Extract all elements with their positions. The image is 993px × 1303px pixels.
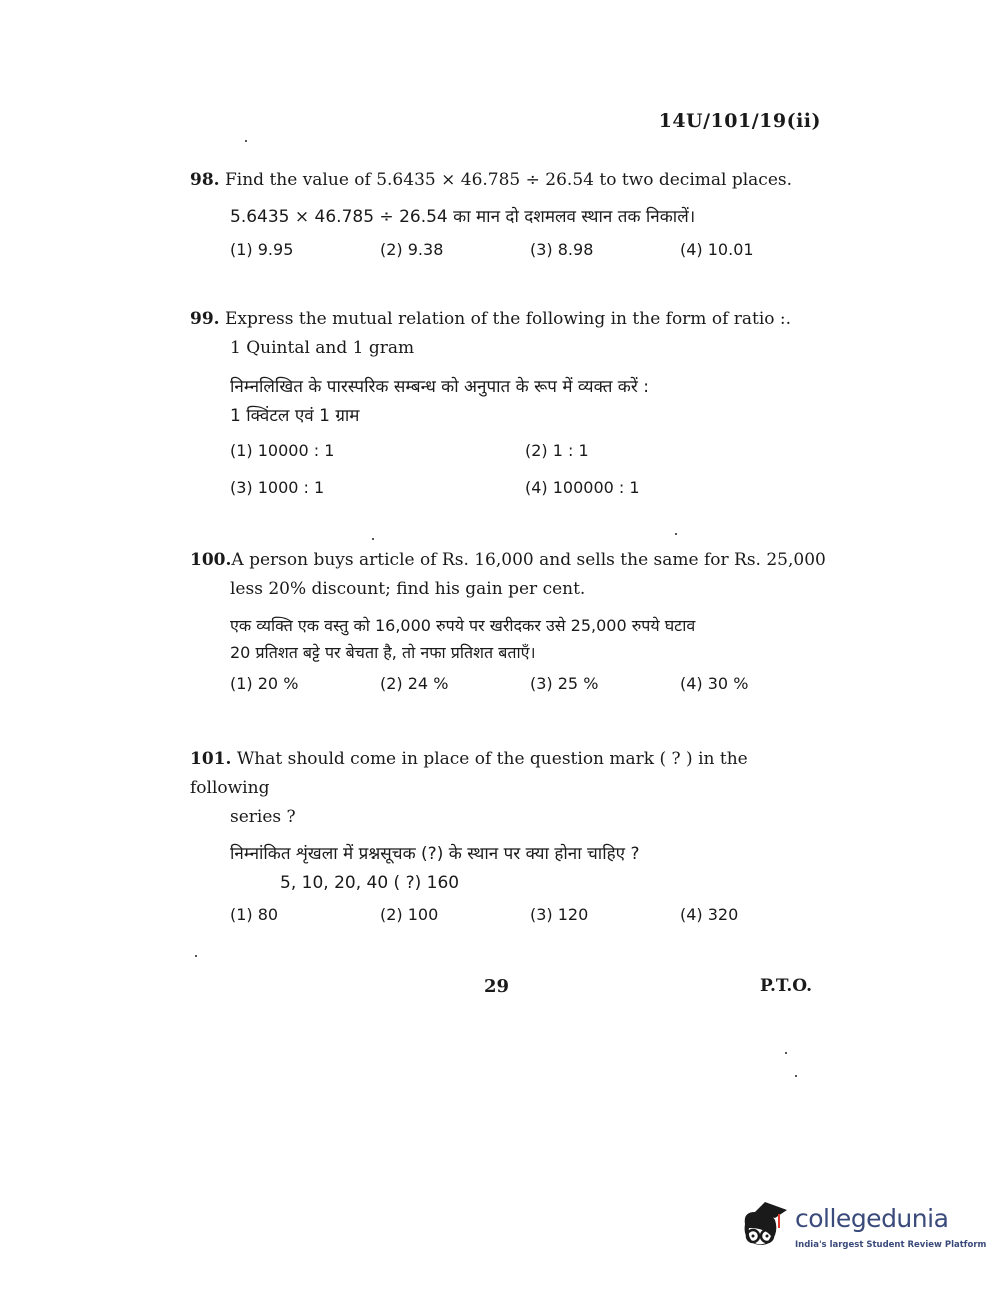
scan-speck: [785, 1052, 787, 1054]
option-3: (3) 1000 : 1: [230, 477, 325, 497]
question-101: [190, 745, 830, 929]
option-1: (1) 80: [230, 905, 279, 925]
scan-speck: [675, 533, 677, 535]
scan-speck: [795, 1075, 797, 1077]
scan-speck: [195, 955, 197, 957]
paper-code: 14U/101/19(ii): [658, 110, 821, 132]
student-mascot-icon: [735, 1198, 793, 1256]
question-100: [190, 546, 830, 697]
number-series: 5, 10, 20, 40 ( ?) 160: [280, 872, 460, 893]
brand-name: collegedunia: [795, 1204, 949, 1233]
scan-speck: [372, 538, 374, 540]
page-number: 29: [484, 976, 510, 997]
options: [190, 670, 830, 697]
question-text-en: A person buys article of Rs. 16,000 and sells the same for Rs. 25,000: [231, 550, 826, 570]
brand-tagline: India's largest Student Review Platform: [795, 1240, 987, 1250]
question-text-hi: 5.6435 × 46.785 ÷ 26.54 का मान दो दशमलव स्थान तक निकालें।: [230, 206, 696, 227]
scan-speck: [245, 140, 247, 142]
question-number: 99.: [190, 309, 220, 329]
option-4: (4) 30 %: [680, 674, 749, 694]
question-text-hi-2: 20 प्रतिशत बट्टे पर बेचता है, तो नफा प्रतिशत बताएँ।: [230, 642, 536, 662]
question-text-hi: एक व्यक्ति एक वस्तु को 16,000 रुपये पर खरीदकर उसे 25,000 रुपये घटाव: [230, 615, 696, 635]
question-text-en-2: 1 Quintal and 1 gram: [230, 337, 415, 358]
question-text-en: Express the mutual relation of the following in the form of ratio :.: [224, 309, 792, 329]
option-1: (1) 20 %: [230, 674, 299, 694]
option-2: (2) 100: [380, 905, 439, 925]
question-number: 101.: [190, 749, 232, 769]
option-1: (1) 9.95: [230, 239, 294, 259]
options: [190, 437, 830, 501]
question-text-en-2: series ?: [230, 806, 296, 827]
question-text-en: Find the value of 5.6435 × 46.785 ÷ 26.54 to two decimal places.: [224, 170, 793, 190]
pto-label: P.T.O.: [760, 976, 812, 996]
option-2: (2) 9.38: [380, 239, 444, 259]
question-99: [190, 305, 830, 501]
question-number: 100.: [190, 550, 232, 570]
option-2: (2) 1 : 1: [525, 440, 589, 460]
question-number: 98.: [190, 170, 220, 190]
option-1: (1) 10000 : 1: [230, 440, 335, 460]
question-text-hi: निम्नलिखित के पारस्परिक सम्बन्ध को अनुपात के रूप में व्यक्त करें :: [230, 376, 649, 397]
option-4: (4) 320: [680, 905, 739, 925]
options: [190, 236, 830, 263]
options: [190, 901, 830, 928]
collegedunia-watermark: [735, 1198, 987, 1260]
question-text-en-2: less 20% discount; find his gain per cent.: [230, 578, 586, 599]
option-4: (4) 10.01: [680, 239, 754, 259]
question-text-en: What should come in place of the question mark ( ? ) in the following: [190, 749, 748, 798]
option-3: (3) 120: [530, 905, 589, 925]
option-3: (3) 8.98: [530, 239, 594, 259]
question-text-hi-2: 1 क्विंटल एवं 1 ग्राम: [230, 405, 360, 426]
option-4: (4) 100000 : 1: [525, 477, 640, 497]
question-text-hi: निम्नांकित शृंखला में प्रश्नसूचक (?) के स्थान पर क्या होना चाहिए ?: [230, 843, 640, 864]
option-2: (2) 24 %: [380, 674, 449, 694]
option-3: (3) 25 %: [530, 674, 599, 694]
question-98: [190, 166, 830, 263]
